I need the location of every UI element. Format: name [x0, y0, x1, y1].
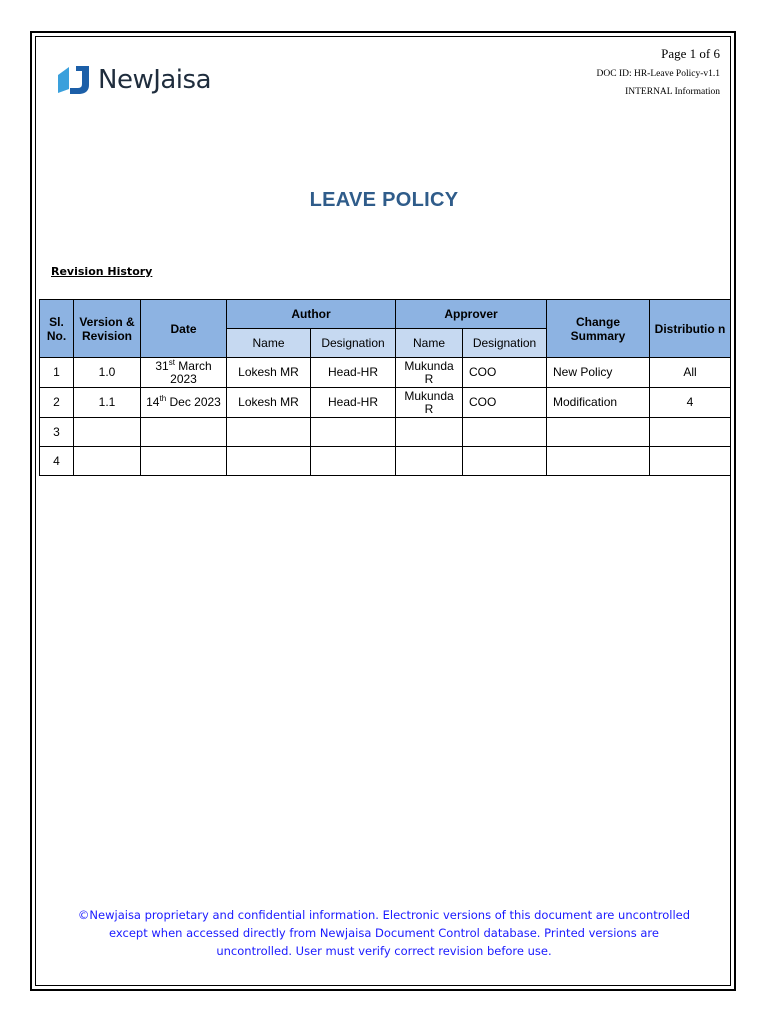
document-header-meta: [597, 45, 720, 99]
cell-approver-designation: COO: [463, 388, 547, 418]
col-header-author-designation: Designation: [311, 329, 396, 358]
date-rest: Dec 2023: [166, 395, 221, 409]
cell-empty: [650, 418, 731, 447]
cell-change-summary: New Policy: [547, 358, 650, 388]
page-number: Page 1 of 6: [661, 46, 720, 61]
table-row: [40, 388, 731, 418]
cell-sl: 2: [40, 388, 74, 418]
cell-empty: [311, 418, 396, 447]
cell-distribution: 4: [650, 388, 731, 418]
cell-empty: [463, 447, 547, 476]
cell-empty: [547, 447, 650, 476]
cell-sl: 3: [40, 418, 74, 447]
revision-history-table: [39, 299, 731, 476]
col-header-change-summary: Change Summary: [547, 300, 650, 358]
cell-empty: [141, 418, 227, 447]
cell-approver-name: Mukunda R: [396, 358, 463, 388]
cell-change-summary: Modification: [547, 388, 650, 418]
cell-empty: [311, 447, 396, 476]
col-header-approver-name: Name: [396, 329, 463, 358]
confidentiality-footer: ©Newjaisa proprietary and confidential information. Electronic versions of this document are uncontrolled except when accessed directly from Newjaisa Document Control database. Printed versions are uncontrolled. User must verify correct revision before use.: [77, 908, 691, 958]
cell-version: 1.0: [74, 358, 141, 388]
newjaisa-logo-icon: [56, 63, 92, 97]
cell-empty: [547, 418, 650, 447]
date-day: 31: [155, 358, 169, 373]
table-row: [40, 418, 731, 447]
cell-date: [141, 388, 227, 418]
col-header-approver: Approver: [396, 300, 547, 329]
cell-author-name: Lokesh MR: [227, 388, 311, 418]
table-row: [40, 358, 731, 388]
cell-author-designation: Head-HR: [311, 358, 396, 388]
cell-version: 1.1: [74, 388, 141, 418]
cell-author-designation: Head-HR: [311, 388, 396, 418]
doc-id: DOC ID: HR-Leave Policy-v1.1: [596, 69, 720, 79]
cell-approver-designation: COO: [463, 358, 547, 388]
col-header-distribution: Distributio n: [650, 300, 731, 358]
date-suffix: th: [159, 394, 167, 403]
cell-distribution: All: [650, 358, 731, 388]
date-day: 14: [146, 395, 160, 409]
col-header-approver-designation: Designation: [463, 329, 547, 358]
cell-empty: [463, 418, 547, 447]
cell-empty: [396, 447, 463, 476]
col-header-author-name: Name: [227, 329, 311, 358]
cell-sl: 4: [40, 447, 74, 476]
brand-name: NewJaisa: [98, 65, 212, 95]
table-row: [40, 447, 731, 476]
date-suffix: st: [168, 357, 175, 367]
cell-empty: [141, 447, 227, 476]
col-header-date: Date: [141, 300, 227, 358]
cell-empty: [227, 447, 311, 476]
cell-empty: [74, 447, 141, 476]
cell-author-name: Lokesh MR: [227, 358, 311, 388]
page-border-inner: [35, 36, 731, 986]
cell-sl: 1: [40, 358, 74, 388]
cell-date: [141, 358, 227, 388]
document-title: LEAVE POLICY: [309, 189, 459, 211]
cell-empty: [396, 418, 463, 447]
classification-label: INTERNAL Information: [625, 87, 720, 97]
cell-approver-name: Mukunda R: [396, 388, 463, 418]
company-logo: [56, 60, 211, 100]
cell-empty: [74, 418, 141, 447]
col-header-sl: Sl. No.: [40, 300, 74, 358]
col-header-author: Author: [227, 300, 396, 329]
cell-empty: [227, 418, 311, 447]
cell-empty: [650, 447, 731, 476]
col-header-version: Version & Revision: [74, 300, 141, 358]
date-rest: March 2023: [170, 358, 212, 386]
revision-history-heading: Revision History: [51, 265, 153, 278]
